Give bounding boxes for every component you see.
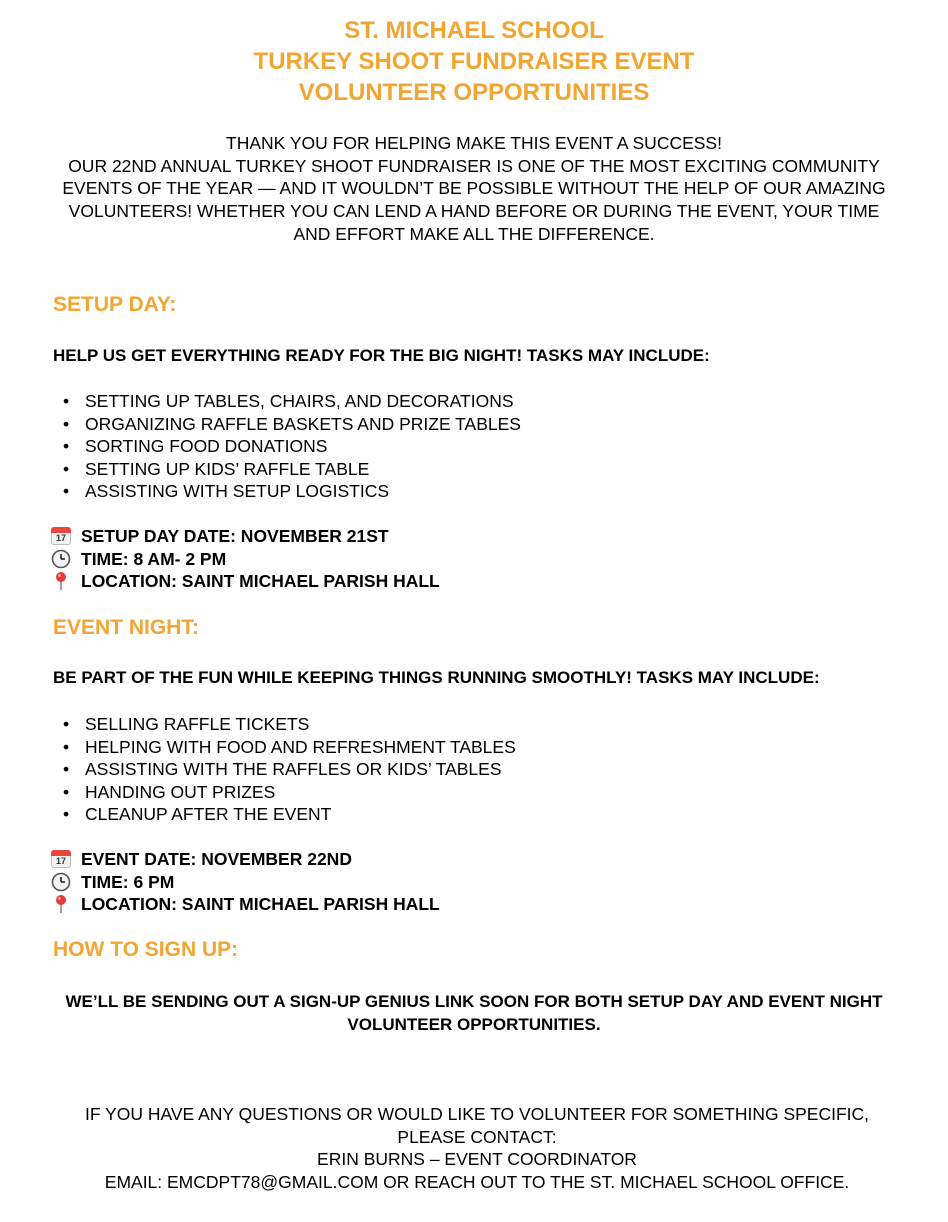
list-item: • ASSISTING WITH THE RAFFLES OR KIDS’ TABLES — [63, 759, 502, 780]
bullet-icon: • — [63, 458, 70, 479]
clock-icon — [50, 549, 72, 569]
list-item: • SETTING UP KIDS’ RAFFLE TABLE — [63, 458, 370, 479]
list-item: • SORTING FOOD DONATIONS — [63, 436, 328, 457]
location-pin-icon — [50, 894, 72, 914]
event-time-row — [50, 871, 440, 894]
setup-date: SETUP DAY DATE: NOVEMBER 21ST — [81, 526, 389, 546]
event-time: TIME: 6 PM — [81, 871, 175, 892]
event-night-lead: BE PART OF THE FUN WHILE KEEPING THINGS RUNNING SMOOTHLY! TASKS MAY INCLUDE: — [53, 668, 820, 687]
location-pin-icon — [50, 571, 72, 591]
calendar-icon: 17 — [50, 849, 72, 869]
setup-day-lead: HELP US GET EVERYTHING READY FOR THE BIG NIGHT! TASKS MAY INCLUDE: — [53, 346, 710, 365]
list-item: • SELLING RAFFLE TICKETS — [63, 714, 310, 734]
list-item: • HELPING WITH FOOD AND REFRESHMENT TABLES — [63, 736, 516, 757]
intro-thanks: THANK YOU FOR HELPING MAKE THIS EVENT A SUCCESS! — [226, 133, 722, 153]
setup-time: TIME: 8 AM- 2 PM — [81, 548, 227, 569]
contact-info — [50, 1103, 904, 1194]
title-subtitle: VOLUNTEER OPPORTUNITIES — [298, 79, 650, 106]
bullet-icon: • — [63, 759, 70, 780]
signup-heading: HOW TO SIGN UP: — [53, 938, 239, 961]
event-task-list — [53, 713, 516, 826]
setup-details — [50, 525, 440, 593]
event-location: LOCATION: SAINT MICHAEL PARISH HALL — [81, 894, 440, 915]
bullet-icon: • — [63, 736, 70, 757]
setup-location: LOCATION: SAINT MICHAEL PARISH HALL — [81, 571, 440, 592]
bullet-icon: • — [63, 481, 70, 502]
event-date-row — [50, 848, 440, 871]
event-details — [50, 848, 440, 916]
bullet-icon: • — [63, 714, 70, 734]
title-event: TURKEY SHOOT FUNDRAISER EVENT — [253, 48, 695, 75]
contact-intro: IF YOU HAVE ANY QUESTIONS OR WOULD LIKE TO VOLUNTEER FOR SOMETHING SPECIFIC, PLEASE CONTACT: — [84, 1104, 870, 1147]
list-item: • HANDING OUT PRIZES — [63, 781, 276, 802]
calendar-icon: 17 — [50, 526, 72, 546]
list-item: • SETTING UP TABLES, CHAIRS, AND DECORATIONS — [63, 391, 514, 411]
setup-task-list — [53, 390, 521, 503]
contact-name: ERIN BURNS – EVENT COORDINATOR — [317, 1149, 637, 1170]
event-location-row — [50, 893, 440, 916]
clock-icon — [50, 872, 72, 892]
intro — [50, 132, 898, 246]
bullet-icon: • — [63, 781, 70, 802]
setup-day-heading: SETUP DAY: — [53, 293, 177, 316]
event-night-heading: EVENT NIGHT: — [53, 616, 199, 639]
page-title — [0, 15, 948, 108]
contact-email: EMAIL: EMCDPT78@GMAIL.COM OR REACH OUT TO THE ST. MICHAEL SCHOOL OFFICE. — [104, 1172, 850, 1193]
bullet-icon: • — [63, 436, 70, 457]
list-item: • CLEANUP AFTER THE EVENT — [63, 804, 332, 825]
bullet-icon: • — [63, 804, 70, 825]
list-item: • ASSISTING WITH SETUP LOGISTICS — [63, 481, 390, 502]
intro-body: OUR 22ND ANNUAL TURKEY SHOOT FUNDRAISER IS ONE OF THE MOST EXCITING COMMUNITY EVENTS OF THE YEAR — AND IT WOULDN’T BE POSSIBLE WITHOUT THE HELP OF OUR AMAZING VOLUNTEERS! WHETHER YOU CAN LEND A HAND BEFORE OR DURING THE EVENT, YOUR TIME AND EFFORT MAKE ALL THE DIFFERENCE. — [62, 155, 886, 244]
list-item: • ORGANIZING RAFFLE BASKETS AND PRIZE TABLES — [63, 413, 521, 434]
bullet-icon: • — [63, 391, 70, 411]
title-school: ST. MICHAEL SCHOOL — [344, 17, 604, 44]
bullet-icon: • — [63, 413, 70, 434]
setup-time-row — [50, 548, 440, 571]
setup-location-row — [50, 570, 440, 593]
event-date: EVENT DATE: NOVEMBER 22ND — [81, 849, 352, 869]
signup-text: WE’LL BE SENDING OUT A SIGN-UP GENIUS LINK SOON FOR BOTH SETUP DAY AND EVENT NIGHT VOLUNTEER OPPORTUNITIES. — [65, 992, 883, 1034]
setup-date-row — [50, 525, 440, 548]
